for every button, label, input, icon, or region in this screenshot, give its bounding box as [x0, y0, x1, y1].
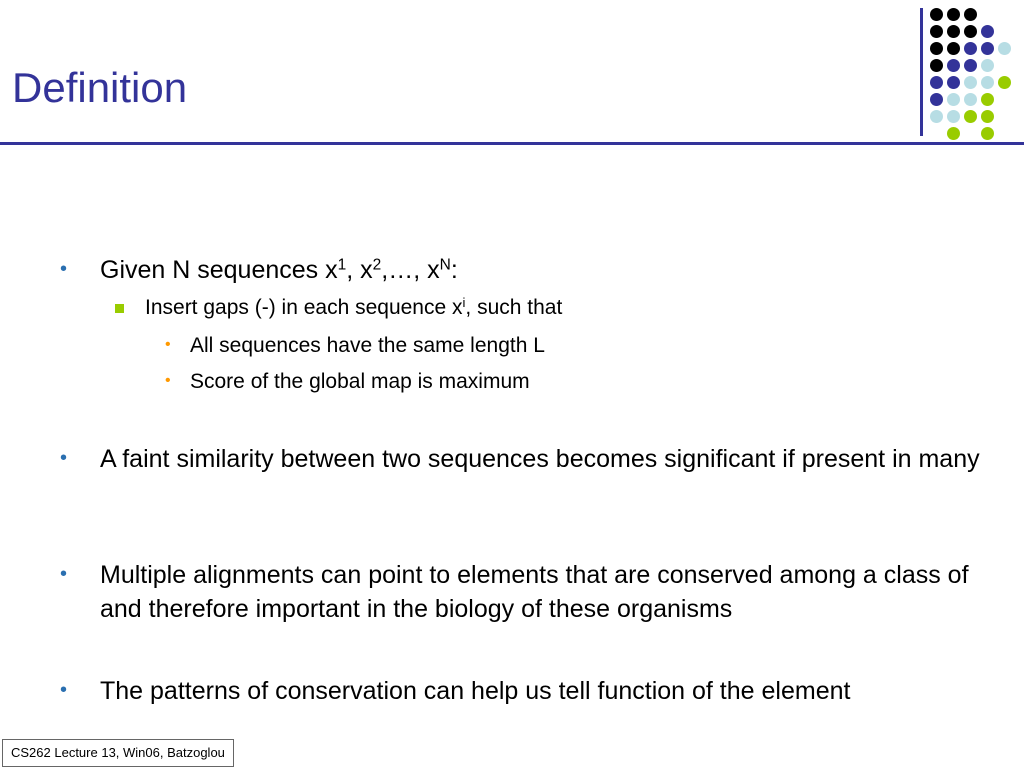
footer-label: CS262 Lecture 13, Win06, Batzoglou: [2, 739, 234, 767]
bullet-marker: •: [60, 258, 68, 280]
bullet-given-n-sequences: Given N sequences $x^1$, $x^2,\dots$, $x^N$:: [100, 256, 458, 284]
sub-sub-bullet-score-maximum: Score of the global map is maximum: [190, 370, 530, 393]
bullet-marker: •: [60, 679, 68, 701]
bullet-marker: •: [60, 563, 68, 585]
slide-title: Definition: [12, 64, 188, 111]
sub-bullet-marker: [115, 304, 124, 313]
sub-bullet-insert-gaps: Insert gaps (-) in each sequence $x^i$, such that: [145, 294, 563, 319]
bullet-marker: •: [60, 447, 68, 469]
bullet-faint-similarity: A faint similarity between two sequences becomes significant if present in many: [100, 445, 980, 473]
sub-sub-bullet-marker: •: [165, 336, 171, 353]
bullet-multiple-alignments: Multiple alignments can point to elements that are conserved among a class of and therefore important in the biology of these organisms: [100, 561, 969, 623]
bullet-patterns-of-conservation: The patterns of conservation can help us tell function of the element: [100, 677, 851, 705]
sub-sub-bullet-same-length: All sequences have the same length L: [190, 334, 545, 357]
sub-sub-bullet-marker: •: [165, 372, 171, 389]
